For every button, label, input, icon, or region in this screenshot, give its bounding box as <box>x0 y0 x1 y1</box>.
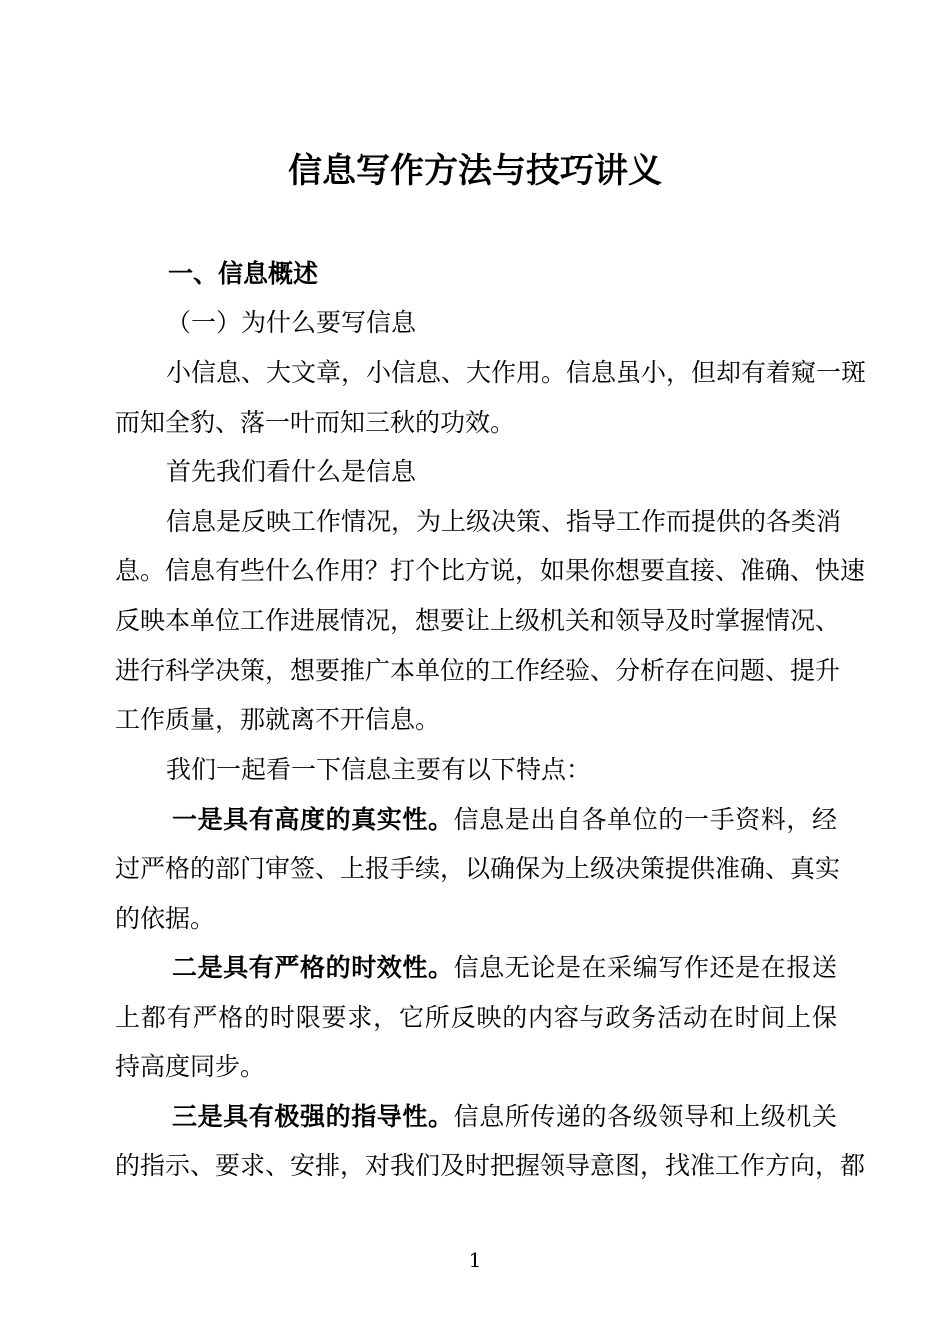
paragraph-line: 工作质量，那就离不开信息。 <box>115 705 441 734</box>
section-heading: 一、信息概述 <box>168 259 319 288</box>
paragraph-line: 而知全豹、落一叶而知三秋的功效。 <box>115 408 516 437</box>
page-title: 信息写作方法与技巧讲义 <box>288 151 662 191</box>
paragraph-line: 的指示、要求、安排，对我们及时把握领导意图，找准工作方向，都 <box>115 1151 866 1180</box>
feature-paragraph-line <box>172 1097 837 1137</box>
paragraph-line: 持高度同步。 <box>115 1052 266 1081</box>
feature-lead: 一是具有高度的真实性。 <box>172 805 454 834</box>
feature-paragraph-line <box>172 948 837 988</box>
feature-lead: 三是具有极强的指导性。 <box>172 1102 454 1131</box>
paragraph-line: 小信息、大文章，小信息、大作用。信息虽小，但却有着窥一斑 <box>166 358 867 387</box>
paragraph-line: 的依据。 <box>115 904 216 933</box>
paragraph-line: 息。信息有些什么作用？打个比方说，如果你想要直接、准确、快速 <box>115 556 866 585</box>
paragraph-line: 首先我们看什么是信息 <box>166 457 417 486</box>
feature-text: 信息无论是在采编写作还是在报送 <box>453 953 837 982</box>
paragraph-line: 上都有严格的时限要求，它所反映的内容与政务活动在时间上保 <box>115 1003 837 1032</box>
feature-lead: 二是具有严格的时效性。 <box>172 953 454 982</box>
paragraph-line: 过严格的部门审签、上报手续，以确保为上级决策提供准确、真实 <box>115 854 841 883</box>
paragraph-line: 进行科学决策，想要推广本单位的工作经验、分析存在问题、提升 <box>115 656 841 685</box>
paragraph-line: 反映本单位工作进展情况，想要让上级机关和领导及时掌握情况、 <box>115 606 841 635</box>
page-number: 1 <box>468 1248 482 1272</box>
paragraph-line: 信息是反映工作情况，为上级决策、指导工作而提供的各类消 <box>166 507 842 536</box>
paragraph-line: 我们一起看一下信息主要有以下特点： <box>166 755 592 784</box>
subsection-heading: （一）为什么要写信息 <box>166 308 417 337</box>
feature-text: 信息所传递的各级领导和上级机关 <box>453 1102 837 1131</box>
feature-text: 信息是出自各单位的一手资料，经 <box>453 805 837 834</box>
feature-paragraph-line <box>172 800 837 840</box>
